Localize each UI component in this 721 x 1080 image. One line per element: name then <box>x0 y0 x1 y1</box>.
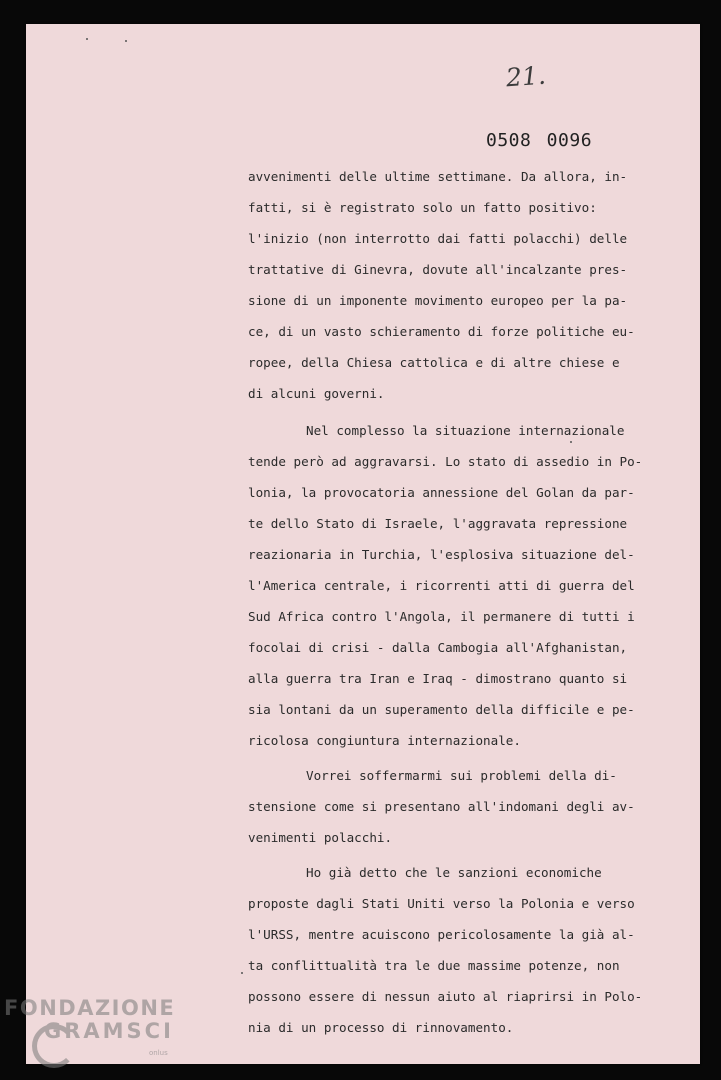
text-line: ricolosa congiuntura internazionale. <box>248 733 521 748</box>
text-line: avvenimenti delle ultime settimane. Da allora, in- <box>248 169 628 184</box>
paper-speck <box>570 441 572 443</box>
watermark-logo-icon <box>32 1024 76 1068</box>
watermark-line-3: onlus <box>149 1049 168 1057</box>
handwritten-page-number: 21. <box>505 60 547 93</box>
text-line: stensione come si presentano all'indomani degli av- <box>248 799 635 814</box>
text-line: alla guerra tra Iran e Iraq - dimostrano quanto si <box>248 671 628 686</box>
text-line: te dello Stato di Israele, l'aggravata repressione <box>248 516 628 531</box>
text-line: fatti, si è registrato solo un fatto positivo: <box>248 200 597 215</box>
paragraph-start-line: Nel complesso la situazione internazionale <box>306 423 625 438</box>
paper-speck <box>241 972 243 974</box>
text-line: nia di un processo di rinnovamento. <box>248 1020 514 1035</box>
text-line: l'URSS, mentre acuiscono pericolosamente la già al- <box>248 927 635 942</box>
text-line: sione di un imponente movimento europeo per la pa- <box>248 293 628 308</box>
text-line: venimenti polacchi. <box>248 830 393 845</box>
archive-stamp-code: 0508 0096 <box>486 130 593 151</box>
text-line: trattative di Ginevra, dovute all'incalzante pres- <box>248 262 628 277</box>
watermark-line-2: GRAMSCI <box>44 1019 174 1043</box>
text-line: lonia, la provocatoria annessione del Golan da par- <box>248 485 635 500</box>
paragraph-start-line: Vorrei soffermarmi sui problemi della di- <box>306 768 617 783</box>
text-line: sia lontani da un superamento della difficile e pe- <box>248 702 635 717</box>
text-line: l'inizio (non interrotto dai fatti polacchi) delle <box>248 231 628 246</box>
text-line: possono essere di nessun aiuto al riaprirsi in Polo- <box>248 989 643 1004</box>
watermark-line-1: FONDAZIONE <box>4 996 176 1020</box>
text-line: l'America centrale, i ricorrenti atti di guerra del <box>248 578 635 593</box>
text-line: Sud Africa contro l'Angola, il permanere di tutti i <box>248 609 635 624</box>
text-line: reazionaria in Turchia, l'esplosiva situazione del- <box>248 547 635 562</box>
paper-speck <box>86 38 88 40</box>
paragraph-start-line: Ho già detto che le sanzioni economiche <box>306 865 602 880</box>
text-line: focolai di crisi - dalla Cambogia all'Afghanistan, <box>248 640 628 655</box>
paper-speck <box>125 40 127 42</box>
text-line: ta conflittualità tra le due massime potenze, non <box>248 958 620 973</box>
fondazione-gramsci-watermark <box>4 996 176 1057</box>
text-line: tende però ad aggravarsi. Lo stato di assedio in Po- <box>248 454 643 469</box>
text-line: proposte dagli Stati Uniti verso la Polonia e verso <box>248 896 635 911</box>
text-line: ce, di un vasto schieramento di forze politiche eu- <box>248 324 635 339</box>
text-line: di alcuni governi. <box>248 386 385 401</box>
text-line: ropee, della Chiesa cattolica e di altre chiese e <box>248 355 620 370</box>
